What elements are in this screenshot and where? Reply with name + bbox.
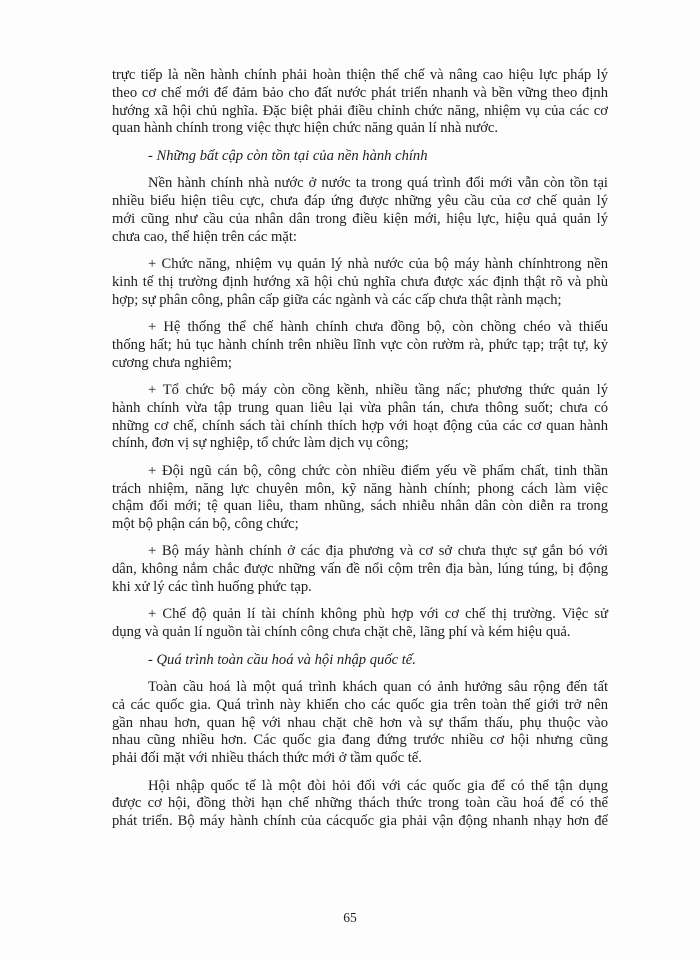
text-line: trách nhiệm, năng lực chuyên môn, kỹ năng hành chính; phong cách làm việc (112, 480, 608, 497)
text-line: nhau cũng nhiều hơn. Các quốc gia đang đứng trước nhiều cơ hội nhưng cũng (112, 732, 608, 749)
text-line: + Bộ máy hành chính ở các địa phương và cơ sở chưa thực sự gắn bó với (148, 543, 608, 560)
text-line: một bộ phận cán bộ, công chức; (112, 516, 299, 533)
text-line: dân, không nắm chắc được những vấn đề nổi cộm trên địa bàn, lúng túng, bị động (112, 561, 608, 578)
text-line: nhiều biểu hiện tiêu cực, chưa đáp ứng được những yêu cầu của cơ chế quản lý (112, 192, 608, 209)
text-line: phát triển. Bộ máy hành chính của cácquốc gia phải vận động nhanh nhạy hơn để (112, 813, 608, 830)
text-line: Toàn cầu hoá là một quá trình khách quan có ảnh hưởng sâu rộng đến tất (148, 679, 608, 696)
text-line: trực tiếp là nền hành chính phải hoàn thiện thể chế và nâng cao hiệu lực pháp lý (112, 67, 608, 83)
paragraph (112, 319, 608, 372)
text-line: + Đội ngũ cán bộ, công chức còn nhiều điểm yếu về phẩm chất, tinh thần (148, 462, 608, 479)
paragraph (112, 175, 608, 246)
text-line: thống hất; hủ tục hành chính trên nhiều lĩnh vực còn rườm rà, phức tạp; trật tự, kỷ (112, 336, 608, 353)
section-heading (112, 652, 608, 670)
text-line: chậm đổi mới; tệ quan liêu, tham nhũng, sách nhiễu nhân dân còn diễn ra trong (112, 498, 608, 515)
paragraph (112, 778, 608, 831)
text-line: gần nhau hơn, quan hệ với nhau chặt chẽ hơn và sự thẩm thấu, phụ thuộc vào (112, 714, 608, 731)
text-line: + Hệ thống thể chế hành chính chưa đồng bộ, còn chồng chéo và thiếu (148, 318, 608, 335)
text-line: - Những bất cập còn tồn tại của nền hành chính (148, 147, 428, 164)
text-line: hướng xã hội chủ nghĩa. Đặc biệt phải điều chỉnh chức năng, nhiệm vụ của các cơ (112, 102, 608, 119)
paragraph (112, 679, 608, 768)
text-line: mới cũng như cầu của nhân dân trong điều kiện mới, hiệu lực, hiệu quả quản lý (112, 210, 608, 227)
text-line: + Tổ chức bộ máy còn cồng kềnh, nhiều tầng nấc; phương thức quản lý (148, 381, 608, 398)
text-line: quan hành chính trong việc thực hiện chức năng quản lí nhà nước. (112, 120, 499, 137)
text-line: + Chế độ quản lí tài chính không phù hợp với cơ chế thị trường. Việc sử (148, 606, 608, 623)
text-line: chính, đơn vị sự nghiệp, tổ chức làm dịch vụ công; (112, 435, 409, 452)
paragraph (112, 67, 608, 138)
text-line: hợp; sự phân công, phân cấp giữa các ngành và các cấp chưa thật rành mạch; (112, 291, 562, 308)
text-line: cả các quốc gia. Quá trình này khiến cho các quốc gia trên toàn thế giới trở nên (112, 696, 608, 713)
page-number: 65 (343, 910, 357, 925)
paragraph (112, 463, 608, 534)
text-line: dụng và quản lí nguồn tài chính công chưa chặt chẽ, lãng phí và kém hiệu quả. (112, 624, 571, 641)
paragraph (112, 382, 608, 453)
document-body (112, 67, 608, 831)
text-line: được cơ hội, đồng thời hạn chế những thách thức trong toàn cầu hoá để có thể (112, 795, 608, 812)
section-heading (112, 148, 608, 166)
text-line: kinh tế thị trường định hướng xã hội chủ nghĩa chưa được xác định thật rõ và phù (112, 273, 608, 290)
text-line: + Chức năng, nhiệm vụ quản lý nhà nước của bộ máy hành chínhtrong nền (148, 255, 608, 272)
text-line: Nền hành chính nhà nước ở nước ta trong quá trình đổi mới vẫn còn tồn tại (148, 175, 608, 192)
text-line: phải đối mặt với nhiều thách thức mới ở tầm quốc tế. (112, 750, 422, 767)
paragraph (112, 543, 608, 596)
text-line: những cơ chế, chính sách tài chính thích hợp với hoạt động của các cơ quan hành (112, 417, 608, 434)
paragraph (112, 606, 608, 642)
text-line: hành chính vừa tập trung quan liêu lại vừa phân tán, chưa thông suốt; chưa có (112, 399, 608, 416)
paragraph (112, 256, 608, 309)
text-line: khi xử lý các tình huống phức tạp. (112, 579, 312, 596)
text-line: cương chưa nghiêm; (112, 354, 232, 371)
text-line: theo cơ chế mới để đảm bảo cho đất nước phát triển nhanh và bền vững theo định (112, 84, 608, 101)
text-line: chưa cao, thể hiện trên các mặt: (112, 228, 297, 245)
text-line: - Quá trình toàn cầu hoá và hội nhập quốc tế. (148, 651, 416, 668)
text-line: Hội nhập quốc tế là một đòi hỏi đối với các quốc gia để có thể tận dụng (148, 777, 608, 794)
